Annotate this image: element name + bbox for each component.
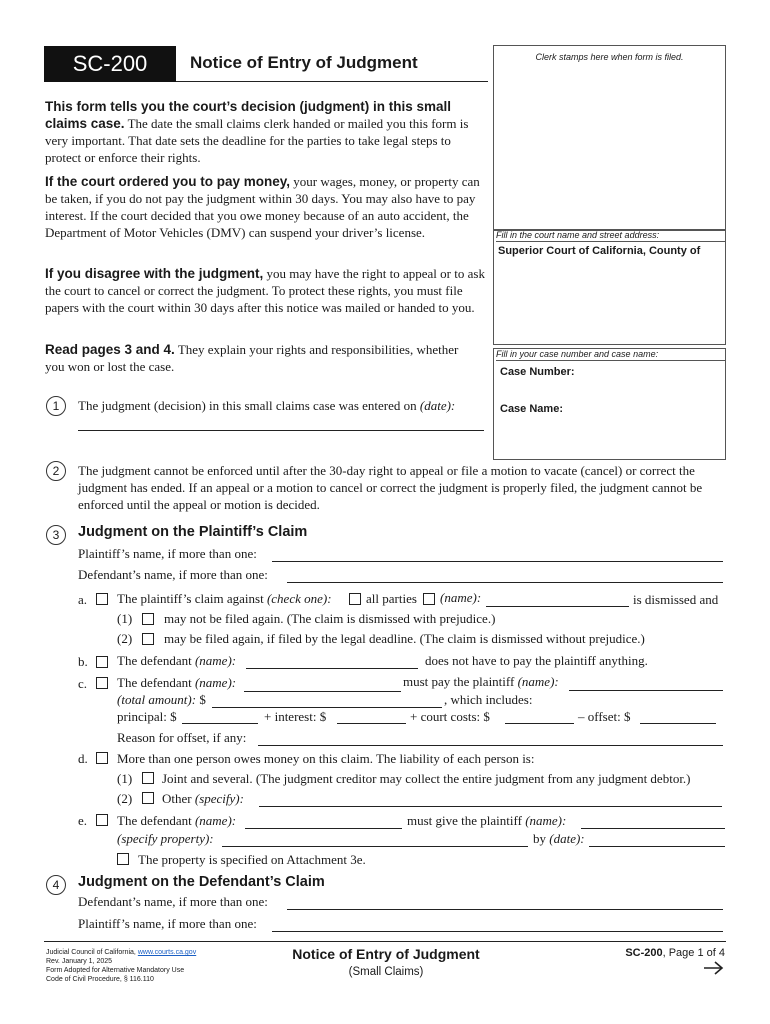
item-2-text: The judgment cannot be enforced until after the 30-day right to appeal or file a motion to vacate (cancel) or correct the judgment has ended. If an appeal or a motion to cancel or correct the judgment is properly filed, the judgment cannot be enforced until the appeal or motion is decided. [78, 463, 703, 512]
item-1-number: 1 [46, 396, 66, 416]
footer-left [46, 948, 196, 984]
item-3e-plaintiff-field[interactable] [581, 828, 725, 829]
footer-council: Judicial Council of California, [46, 949, 136, 956]
item-3d-letter: d. [78, 751, 88, 766]
item-3e-date-field[interactable] [589, 846, 725, 847]
intro-p4-text: They explain your rights and responsibilities, whether you won or lost the case. [45, 342, 459, 374]
other-liability-checkbox[interactable] [142, 792, 154, 804]
item-3c-total-field[interactable] [212, 707, 442, 708]
item-3c-text: The defendant (name): [117, 675, 237, 690]
item-3a2-num: (2) [117, 631, 133, 646]
item-4-defendant-label: Defendant’s name, if more than one: [78, 894, 268, 909]
item-3c-checkbox[interactable] [96, 677, 108, 689]
footer-rule [44, 941, 726, 942]
item-3c-principal-label: principal: $ [117, 709, 177, 724]
footer-rev: Rev. January 1, 2025 [46, 958, 113, 965]
footer-code: Code of Civil Procedure, § 116.110 [46, 976, 154, 983]
item-3c-interest-label: + interest: $ [264, 709, 327, 724]
form-title: Notice of Entry of Judgment [190, 53, 418, 72]
header-rule [176, 81, 488, 82]
all-parties-label: all parties [366, 591, 417, 606]
item-4-plaintiff-label: Plaintiff’s name, if more than one: [78, 916, 257, 931]
footer-url-link[interactable]: www.courts.ca.gov [137, 949, 197, 956]
intro-paragraph-2 [45, 173, 485, 241]
item-3c-costs-label: + court costs: $ [410, 709, 490, 724]
intro-p3-text: you may have the right to appeal or to ask the court to cancel or correct the judgment. To protect these rights, you must file papers with the court within 30 days after this notice was mailed or handed to you. [45, 266, 485, 315]
item-3e-checkbox[interactable] [96, 814, 108, 826]
item-3c-costs-field[interactable] [505, 723, 574, 724]
item-3-defendant-field[interactable] [287, 582, 723, 583]
item-3c-defendant-field[interactable] [244, 691, 401, 692]
item-3e-defendant-field[interactable] [245, 828, 402, 829]
item-3c-letter: c. [78, 676, 88, 691]
intro-paragraph-3 [45, 265, 485, 316]
without-prejudice-checkbox[interactable] [142, 633, 154, 645]
footer-subtitle: (Small Claims) [348, 966, 424, 978]
item-3d2-num: (2) [117, 791, 133, 806]
footer-title: Notice of Entry of Judgment [292, 946, 480, 962]
item-3a-name-field[interactable] [486, 606, 629, 607]
item-4-defendant-field[interactable] [287, 909, 723, 910]
item-3c-plaintiff-field[interactable] [569, 690, 723, 691]
intro-paragraph-1 [45, 98, 485, 166]
item-3e-by-date: by (date): [533, 831, 585, 846]
form-number-badge [44, 46, 176, 82]
item-3d1-text: Joint and several. (The judgment creditor may collect the entire judgment from any judgment debtor.) [162, 771, 691, 786]
footer-adopted: Form Adopted for Alternative Mandatory Use [46, 967, 185, 974]
item-3d1-num: (1) [117, 771, 133, 786]
item-3-defendant-label: Defendant’s name, if more than one: [78, 567, 268, 582]
all-parties-checkbox[interactable] [349, 593, 361, 605]
item-2-number: 2 [46, 461, 66, 481]
item-3a-checkbox[interactable] [96, 593, 108, 605]
court-box-label: Fill in the court name and street address: [496, 230, 725, 242]
intro-p4-bold: Read pages 3 and 4. [45, 342, 175, 357]
item-3c-total-label: (total amount): $ [117, 692, 206, 707]
item-3a1-text: may not be filed again. (The claim is dismissed with prejudice.) [164, 611, 496, 626]
item-3a2-text: may be filed again, if filed by the legal deadline. (The claim is dismissed without prejudice.) [164, 631, 645, 646]
item-3c-includes: , which includes: [444, 692, 533, 707]
form-number: SC-200 [72, 51, 148, 76]
attachment-3e-checkbox[interactable] [117, 853, 129, 865]
item-3b-text: The defendant (name): [117, 653, 237, 668]
item-3c-reason-field[interactable] [258, 745, 723, 746]
named-party-checkbox[interactable] [423, 593, 435, 605]
intro-paragraph-4 [45, 341, 465, 375]
item-3b-name-field[interactable] [246, 668, 418, 669]
item-4-title: Judgment on the Defendant’s Claim [78, 874, 325, 890]
case-info-box[interactable] [493, 348, 726, 460]
item-3e-property-label: (specify property): [117, 831, 214, 846]
item-3d2-text: Other (specify): [162, 791, 244, 806]
item-3e-attachment: The property is specified on Attachment 3e. [138, 852, 366, 867]
judgment-date-field[interactable] [78, 430, 484, 431]
item-3-plaintiff-label: Plaintiff’s name, if more than one: [78, 546, 257, 561]
item-3b-checkbox[interactable] [96, 656, 108, 668]
item-3c-interest-field[interactable] [337, 723, 406, 724]
item-3e-property-field[interactable] [222, 846, 528, 847]
item-4-number: 4 [46, 875, 66, 895]
case-box-label: Fill in your case number and case name: [496, 349, 725, 361]
court-name-box[interactable] [493, 229, 726, 345]
item-3-plaintiff-field[interactable] [272, 561, 723, 562]
clerk-stamp-label: Clerk stamps here when form is filed. [535, 52, 684, 62]
item-3a-name-label: (name): [440, 590, 482, 605]
intro-p2-text: your wages, money, or property can be taken, if you do not pay the judgment within 30 days. You may also have to pay interest. If the court decided that you owe money because of an auto accident, the Department of Motor Vehicles (DMV) can suspend your driver’s license. [45, 174, 480, 240]
item-3a-text: The plaintiff’s claim against (check one): [117, 591, 332, 606]
case-number-label: Case Number: [500, 366, 575, 378]
case-name-label: Case Name: [500, 403, 563, 415]
footer-page: , Page 1 of 4 [662, 947, 725, 959]
item-3a1-num: (1) [117, 611, 133, 626]
footer-form-number: SC-200 [625, 947, 663, 959]
item-3d-specify-field[interactable] [259, 806, 722, 807]
item-3c-offset-label: – offset: $ [578, 709, 631, 724]
next-page-arrow-icon[interactable] [702, 958, 726, 976]
clerk-stamp-box [493, 45, 726, 231]
item-3c-must-pay: must pay the plaintiff (name): [403, 674, 559, 689]
item-3e-letter: e. [78, 813, 88, 828]
item-3d-checkbox[interactable] [96, 752, 108, 764]
intro-p1-bold: This form tells you the court’s decision (judgment) in this small claims case. [45, 99, 452, 131]
item-3-title: Judgment on the Plaintiff’s Claim [78, 524, 308, 540]
item-3e-must-give: must give the plaintiff (name): [407, 813, 567, 828]
intro-p2-bold: If the court ordered you to pay money, [45, 174, 291, 189]
item-3c-principal-field[interactable] [182, 723, 258, 724]
joint-several-checkbox[interactable] [142, 772, 154, 784]
item-4-plaintiff-field[interactable] [272, 931, 723, 932]
item-3-number: 3 [46, 525, 66, 545]
item-3e-text: The defendant (name): [117, 813, 237, 828]
intro-p1-text: The date the small claims clerk handed or mailed you this form is very important. That date sets the deadline for the parties to take legal steps to protect or enforce their rights. [45, 116, 469, 165]
item-3c-offset-field[interactable] [640, 723, 716, 724]
item-3b-letter: b. [78, 654, 88, 669]
with-prejudice-checkbox[interactable] [142, 613, 154, 625]
item-3a-dismissed: is dismissed and [633, 592, 719, 607]
item-3c-reason-label: Reason for offset, if any: [117, 730, 247, 745]
item-3d-text: More than one person owes money on this claim. The liability of each person is: [117, 751, 535, 766]
item-1-text: The judgment (decision) in this small claims case was entered on (date): [78, 398, 456, 413]
item-3b-tail: does not have to pay the plaintiff anything. [425, 653, 648, 668]
intro-p3-bold: If you disagree with the judgment, [45, 266, 264, 281]
court-name: Superior Court of California, County of [498, 245, 701, 257]
item-3a-letter: a. [78, 592, 88, 607]
